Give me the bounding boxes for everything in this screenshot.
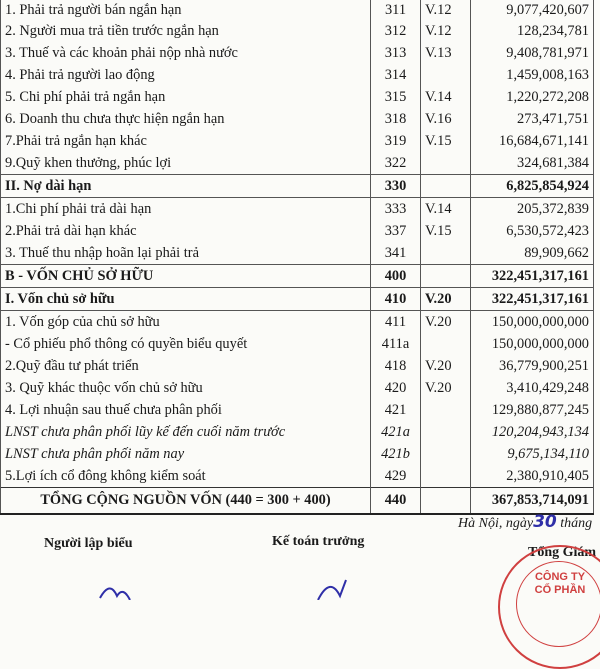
preparer-signature xyxy=(95,578,175,600)
row-note xyxy=(421,64,471,86)
row-code: 333 xyxy=(371,198,421,221)
row-amount: 2,380,910,405 xyxy=(471,465,594,488)
table-row xyxy=(1,377,594,399)
row-code: 411 xyxy=(371,311,421,334)
director-title: Tổng Giám xyxy=(528,545,597,560)
row-code: 421b xyxy=(371,443,421,465)
row-label: 3. Quỹ khác thuộc vốn chủ sở hữu xyxy=(1,377,371,399)
row-amount: 3,410,429,248 xyxy=(471,377,594,399)
row-code: 341 xyxy=(371,242,421,265)
row-amount: 120,204,943,134 xyxy=(471,421,594,443)
table-row xyxy=(1,108,594,130)
table-row xyxy=(1,421,594,443)
row-label: 3. Thuế thu nhập hoãn lại phải trả xyxy=(1,242,371,265)
table-row xyxy=(1,399,594,421)
row-code: 314 xyxy=(371,64,421,86)
row-code: 313 xyxy=(371,42,421,64)
accountant-signature xyxy=(310,576,370,600)
row-note xyxy=(421,421,471,443)
row-code: 311 xyxy=(371,0,421,20)
row-note xyxy=(421,175,471,198)
row-amount: 6,825,854,924 xyxy=(471,175,594,198)
total-row xyxy=(1,488,594,515)
row-label: I. Vốn chủ sở hữu xyxy=(1,288,371,311)
row-amount: 9,675,134,110 xyxy=(471,443,594,465)
row-code: 312 xyxy=(371,20,421,42)
row-note: V.12 xyxy=(421,20,471,42)
seal-line-2: CỔ PHẦN xyxy=(534,584,586,596)
table-row xyxy=(1,355,594,377)
table-row xyxy=(1,152,594,175)
row-label: II. Nợ dài hạn xyxy=(1,175,371,198)
row-label: LNST chưa phân phối lũy kế đến cuối năm trước xyxy=(1,421,371,443)
total-label: TỔNG CỘNG NGUỒN VỐN (440 = 300 + 400) xyxy=(1,488,371,515)
row-code: 318 xyxy=(371,108,421,130)
row-note: V.15 xyxy=(421,220,471,242)
row-amount: 322,451,317,161 xyxy=(471,265,594,288)
row-amount: 322,451,317,161 xyxy=(471,288,594,311)
row-code: 418 xyxy=(371,355,421,377)
table-row xyxy=(1,198,594,221)
company-seal xyxy=(498,545,600,669)
row-label: 2.Quỹ đầu tư phát triển xyxy=(1,355,371,377)
row-amount: 129,880,877,245 xyxy=(471,399,594,421)
seal-line-1: CÔNG TY xyxy=(534,571,586,583)
row-amount: 89,909,662 xyxy=(471,242,594,265)
total-amount: 367,853,714,091 xyxy=(471,488,594,515)
row-note: V.13 xyxy=(421,42,471,64)
row-note xyxy=(421,152,471,175)
row-code: 322 xyxy=(371,152,421,175)
row-label: B - VỐN CHỦ SỞ HỮU xyxy=(1,265,371,288)
table-row xyxy=(1,220,594,242)
preparer-title: Người lập biểu xyxy=(44,536,133,551)
row-note: V.16 xyxy=(421,108,471,130)
row-label: 5. Chi phí phải trả ngắn hạn xyxy=(1,86,371,108)
table-row xyxy=(1,130,594,152)
row-amount: 128,234,781 xyxy=(471,20,594,42)
table-row xyxy=(1,311,594,334)
row-note xyxy=(421,265,471,288)
row-amount: 9,077,420,607 xyxy=(471,0,594,20)
table-row xyxy=(1,443,594,465)
row-amount: 324,681,384 xyxy=(471,152,594,175)
table-row xyxy=(1,465,594,488)
row-amount: 16,684,671,141 xyxy=(471,130,594,152)
row-label: 2. Người mua trả tiền trước ngắn hạn xyxy=(1,20,371,42)
row-label: 4. Lợi nhuận sau thuế chưa phân phối xyxy=(1,399,371,421)
table-row xyxy=(1,265,594,288)
table-row xyxy=(1,42,594,64)
total-note xyxy=(421,488,471,515)
row-label: - Cổ phiếu phổ thông có quyền biểu quyết xyxy=(1,333,371,355)
total-code: 440 xyxy=(371,488,421,515)
row-note: V.20 xyxy=(421,355,471,377)
row-note xyxy=(421,443,471,465)
row-amount: 273,471,751 xyxy=(471,108,594,130)
row-amount: 6,530,572,423 xyxy=(471,220,594,242)
row-label: 3. Thuế và các khoản phải nộp nhà nước xyxy=(1,42,371,64)
row-note xyxy=(421,399,471,421)
row-amount: 205,372,839 xyxy=(471,198,594,221)
row-label: 1. Vốn góp của chủ sở hữu xyxy=(1,311,371,334)
table-row xyxy=(1,20,594,42)
row-note: V.20 xyxy=(421,288,471,311)
row-code: 400 xyxy=(371,265,421,288)
row-label: 6. Doanh thu chưa thực hiện ngắn hạn xyxy=(1,108,371,130)
row-code: 319 xyxy=(371,130,421,152)
table-row xyxy=(1,64,594,86)
row-note: V.14 xyxy=(421,86,471,108)
row-label: 1.Chi phí phải trả dài hạn xyxy=(1,198,371,221)
place-suffix: tháng xyxy=(556,516,593,531)
row-label: 7.Phải trả ngắn hạn khác xyxy=(1,130,371,152)
row-code: 315 xyxy=(371,86,421,108)
row-amount: 1,220,272,208 xyxy=(471,86,594,108)
row-label: 9.Quỹ khen thưởng, phúc lợi xyxy=(1,152,371,175)
row-code: 421 xyxy=(371,399,421,421)
date-day: 30 xyxy=(533,512,557,532)
row-note xyxy=(421,242,471,265)
row-code: 410 xyxy=(371,288,421,311)
row-note: V.20 xyxy=(421,311,471,334)
row-label: 4. Phải trả người lao động xyxy=(1,64,371,86)
row-code: 429 xyxy=(371,465,421,488)
table-row xyxy=(1,0,594,20)
row-note xyxy=(421,333,471,355)
row-code: 421a xyxy=(371,421,421,443)
row-note: V.12 xyxy=(421,0,471,20)
table-row xyxy=(1,242,594,265)
accountant-title: Kế toán trưởng xyxy=(272,534,365,549)
row-code: 411a xyxy=(371,333,421,355)
row-label: 5.Lợi ích cổ đông không kiểm soát xyxy=(1,465,371,488)
table-body xyxy=(1,0,594,514)
row-code: 420 xyxy=(371,377,421,399)
row-label: LNST chưa phân phối năm nay xyxy=(1,443,371,465)
row-amount: 9,408,781,971 xyxy=(471,42,594,64)
row-note: V.15 xyxy=(421,130,471,152)
table-row xyxy=(1,175,594,198)
table-row xyxy=(1,288,594,311)
row-amount: 150,000,000,000 xyxy=(471,311,594,334)
row-code: 337 xyxy=(371,220,421,242)
row-label: 1. Phải trả người bán ngắn hạn xyxy=(1,0,371,20)
row-note xyxy=(421,465,471,488)
table-row xyxy=(1,333,594,355)
place-prefix: Hà Nội, ngày xyxy=(458,516,534,531)
row-amount: 150,000,000,000 xyxy=(471,333,594,355)
row-amount: 1,459,008,163 xyxy=(471,64,594,86)
row-amount: 36,779,900,251 xyxy=(471,355,594,377)
row-code: 330 xyxy=(371,175,421,198)
table-row xyxy=(1,86,594,108)
date-line xyxy=(458,512,592,532)
row-note: V.20 xyxy=(421,377,471,399)
row-note: V.14 xyxy=(421,198,471,221)
row-label: 2.Phải trả dài hạn khác xyxy=(1,220,371,242)
